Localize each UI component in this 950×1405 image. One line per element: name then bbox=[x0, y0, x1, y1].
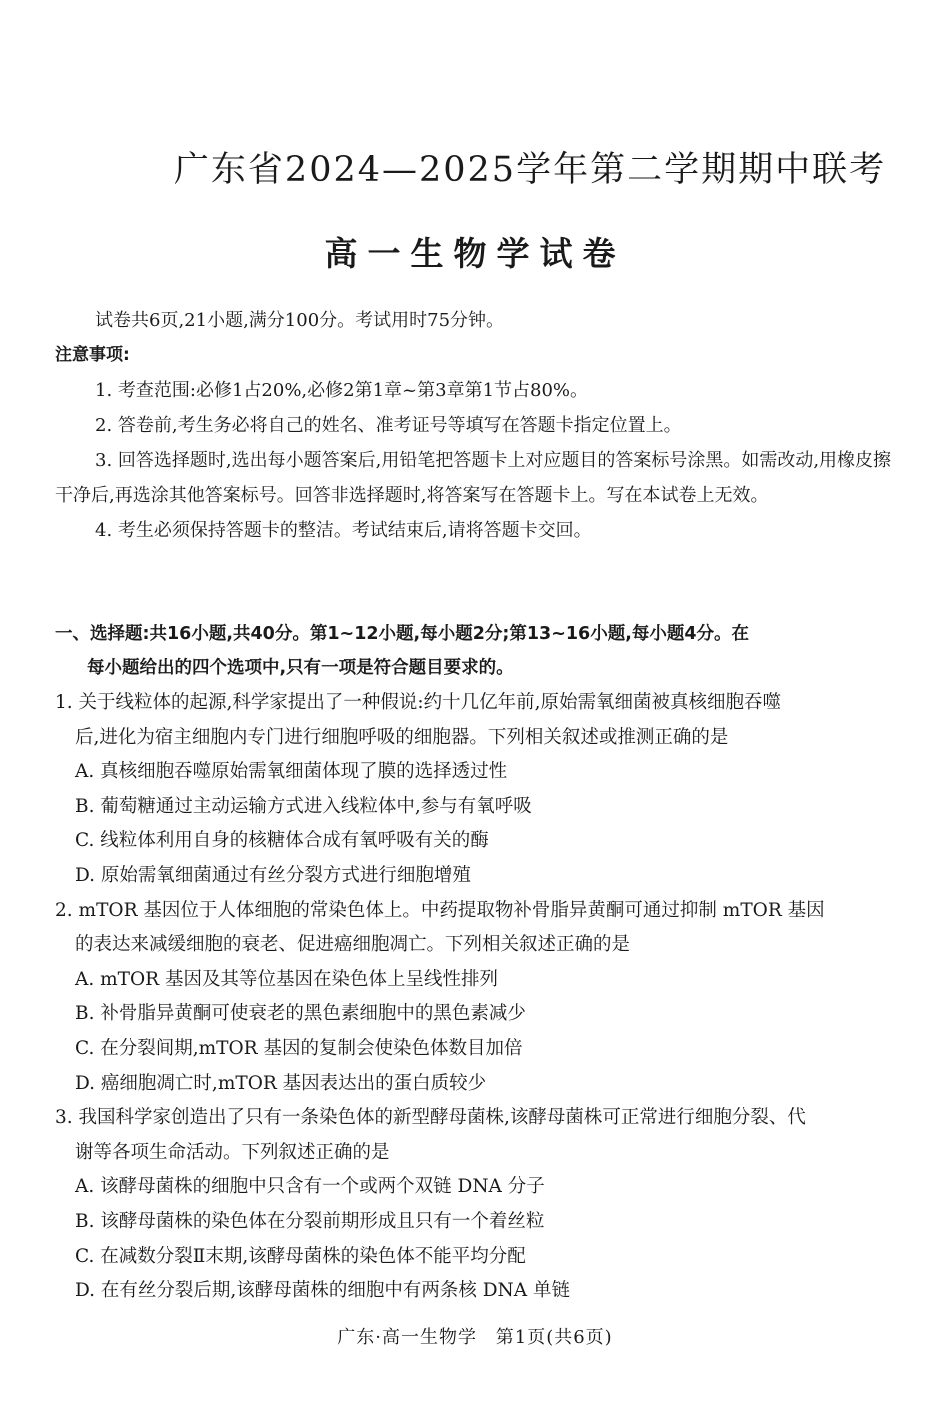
footer-subject: 广东·高一生物学 bbox=[337, 1327, 478, 1348]
question-option: D. 在有丝分裂后期,该酵母菌株的细胞中有两条核 DNA 单链 bbox=[75, 1280, 570, 1302]
exam-intro: 试卷共6页,21小题,满分100分。考试用时75分钟。 bbox=[95, 310, 505, 331]
question-stem: 的表达来减缓细胞的衰老、促进癌细胞凋亡。下列相关叙述正确的是 bbox=[75, 934, 631, 956]
section-heading-line: 每小题给出的四个选项中,只有一项是符合题目要求的。 bbox=[87, 658, 514, 678]
question-stem: 谢等各项生命活动。下列叙述正确的是 bbox=[75, 1141, 390, 1163]
exam-subtitle: 高一生物学试卷 bbox=[324, 234, 626, 273]
question-stem: 2. mTOR 基因位于人体细胞的常染色体上。中药提取物补骨脂异黄酮可通过抑制 mTOR 基因 bbox=[55, 899, 825, 921]
question-option: B. 该酵母菌株的染色体在分裂前期形成且只有一个着丝粒 bbox=[75, 1210, 545, 1232]
exam-title: 广东省2024—2025学年第二学期期中联考 bbox=[173, 150, 887, 190]
section-heading-line: 一、选择题:共16小题,共40分。第1~12小题,每小题2分;第13~16小题,每小题4分。在 bbox=[55, 624, 750, 644]
question-stem: 1. 关于线粒体的起源,科学家提出了一种假说:约十几亿年前,原始需氧细菌被真核细胞吞噬 bbox=[55, 692, 782, 713]
page-footer bbox=[0, 1323, 950, 1349]
notes-heading: 注意事项: bbox=[55, 345, 130, 365]
question-stem: 后,进化为宿主细胞内专门进行细胞呼吸的细胞器。下列相关叙述或推测正确的是 bbox=[75, 726, 729, 748]
question-option: A. mTOR 基因及其等位基因在染色体上呈线性排列 bbox=[75, 968, 498, 990]
section-heading bbox=[55, 617, 900, 685]
note-item: 4. 考生必须保持答题卡的整洁。考试结束后,请将答题卡交回。 bbox=[95, 520, 592, 541]
question-option: A. 该酵母菌株的细胞中只含有一个或两个双链 DNA 分子 bbox=[75, 1176, 545, 1198]
question-option: C. 在减数分裂Ⅱ末期,该酵母菌株的染色体不能平均分配 bbox=[75, 1245, 526, 1267]
note-item: 1. 考查范围:必修1占20%,必修2第1章~第3章第1节占80%。 bbox=[95, 380, 589, 401]
question-option: D. 癌细胞凋亡时,mTOR 基因表达出的蛋白质较少 bbox=[75, 1072, 487, 1094]
question-option: B. 补骨脂异黄酮可使衰老的黑色素细胞中的黑色素减少 bbox=[75, 1003, 526, 1025]
question bbox=[55, 1101, 900, 1309]
question-option: A. 真核细胞吞噬原始需氧细菌体现了膜的选择透过性 bbox=[75, 761, 508, 783]
question-option: C. 线粒体利用自身的核糖体合成有氧呼吸有关的酶 bbox=[75, 830, 489, 852]
note-item: 3. 回答选择题时,选出每小题答案后,用铅笔把答题卡上对应题目的答案标号涂黑。如需改动,用橡皮擦干净后,再选涂其他答案标号。回答非选择题时,将答案写在答题卡上。写在本试卷上无效。 bbox=[55, 450, 892, 506]
question-stem: 3. 我国科学家创造出了只有一条染色体的新型酵母菌株,该酵母菌株可正常进行细胞分裂、代 bbox=[55, 1107, 806, 1129]
question bbox=[55, 686, 900, 894]
notes-list bbox=[55, 373, 897, 548]
question-option: D. 原始需氧细菌通过有丝分裂方式进行细胞增殖 bbox=[75, 864, 471, 886]
exam-info-block bbox=[55, 303, 897, 548]
question bbox=[55, 894, 900, 1102]
question-option: C. 在分裂间期,mTOR 基因的复制会使染色体数目加倍 bbox=[75, 1037, 523, 1059]
question-list bbox=[55, 686, 900, 1309]
footer-page-number: 第1页(共6页) bbox=[495, 1327, 613, 1348]
question-option: B. 葡萄糖通过主动运输方式进入线粒体中,参与有氧呼吸 bbox=[75, 795, 532, 817]
note-item: 2. 答卷前,考生务必将自己的姓名、准考证号等填写在答题卡指定位置上。 bbox=[95, 415, 682, 436]
